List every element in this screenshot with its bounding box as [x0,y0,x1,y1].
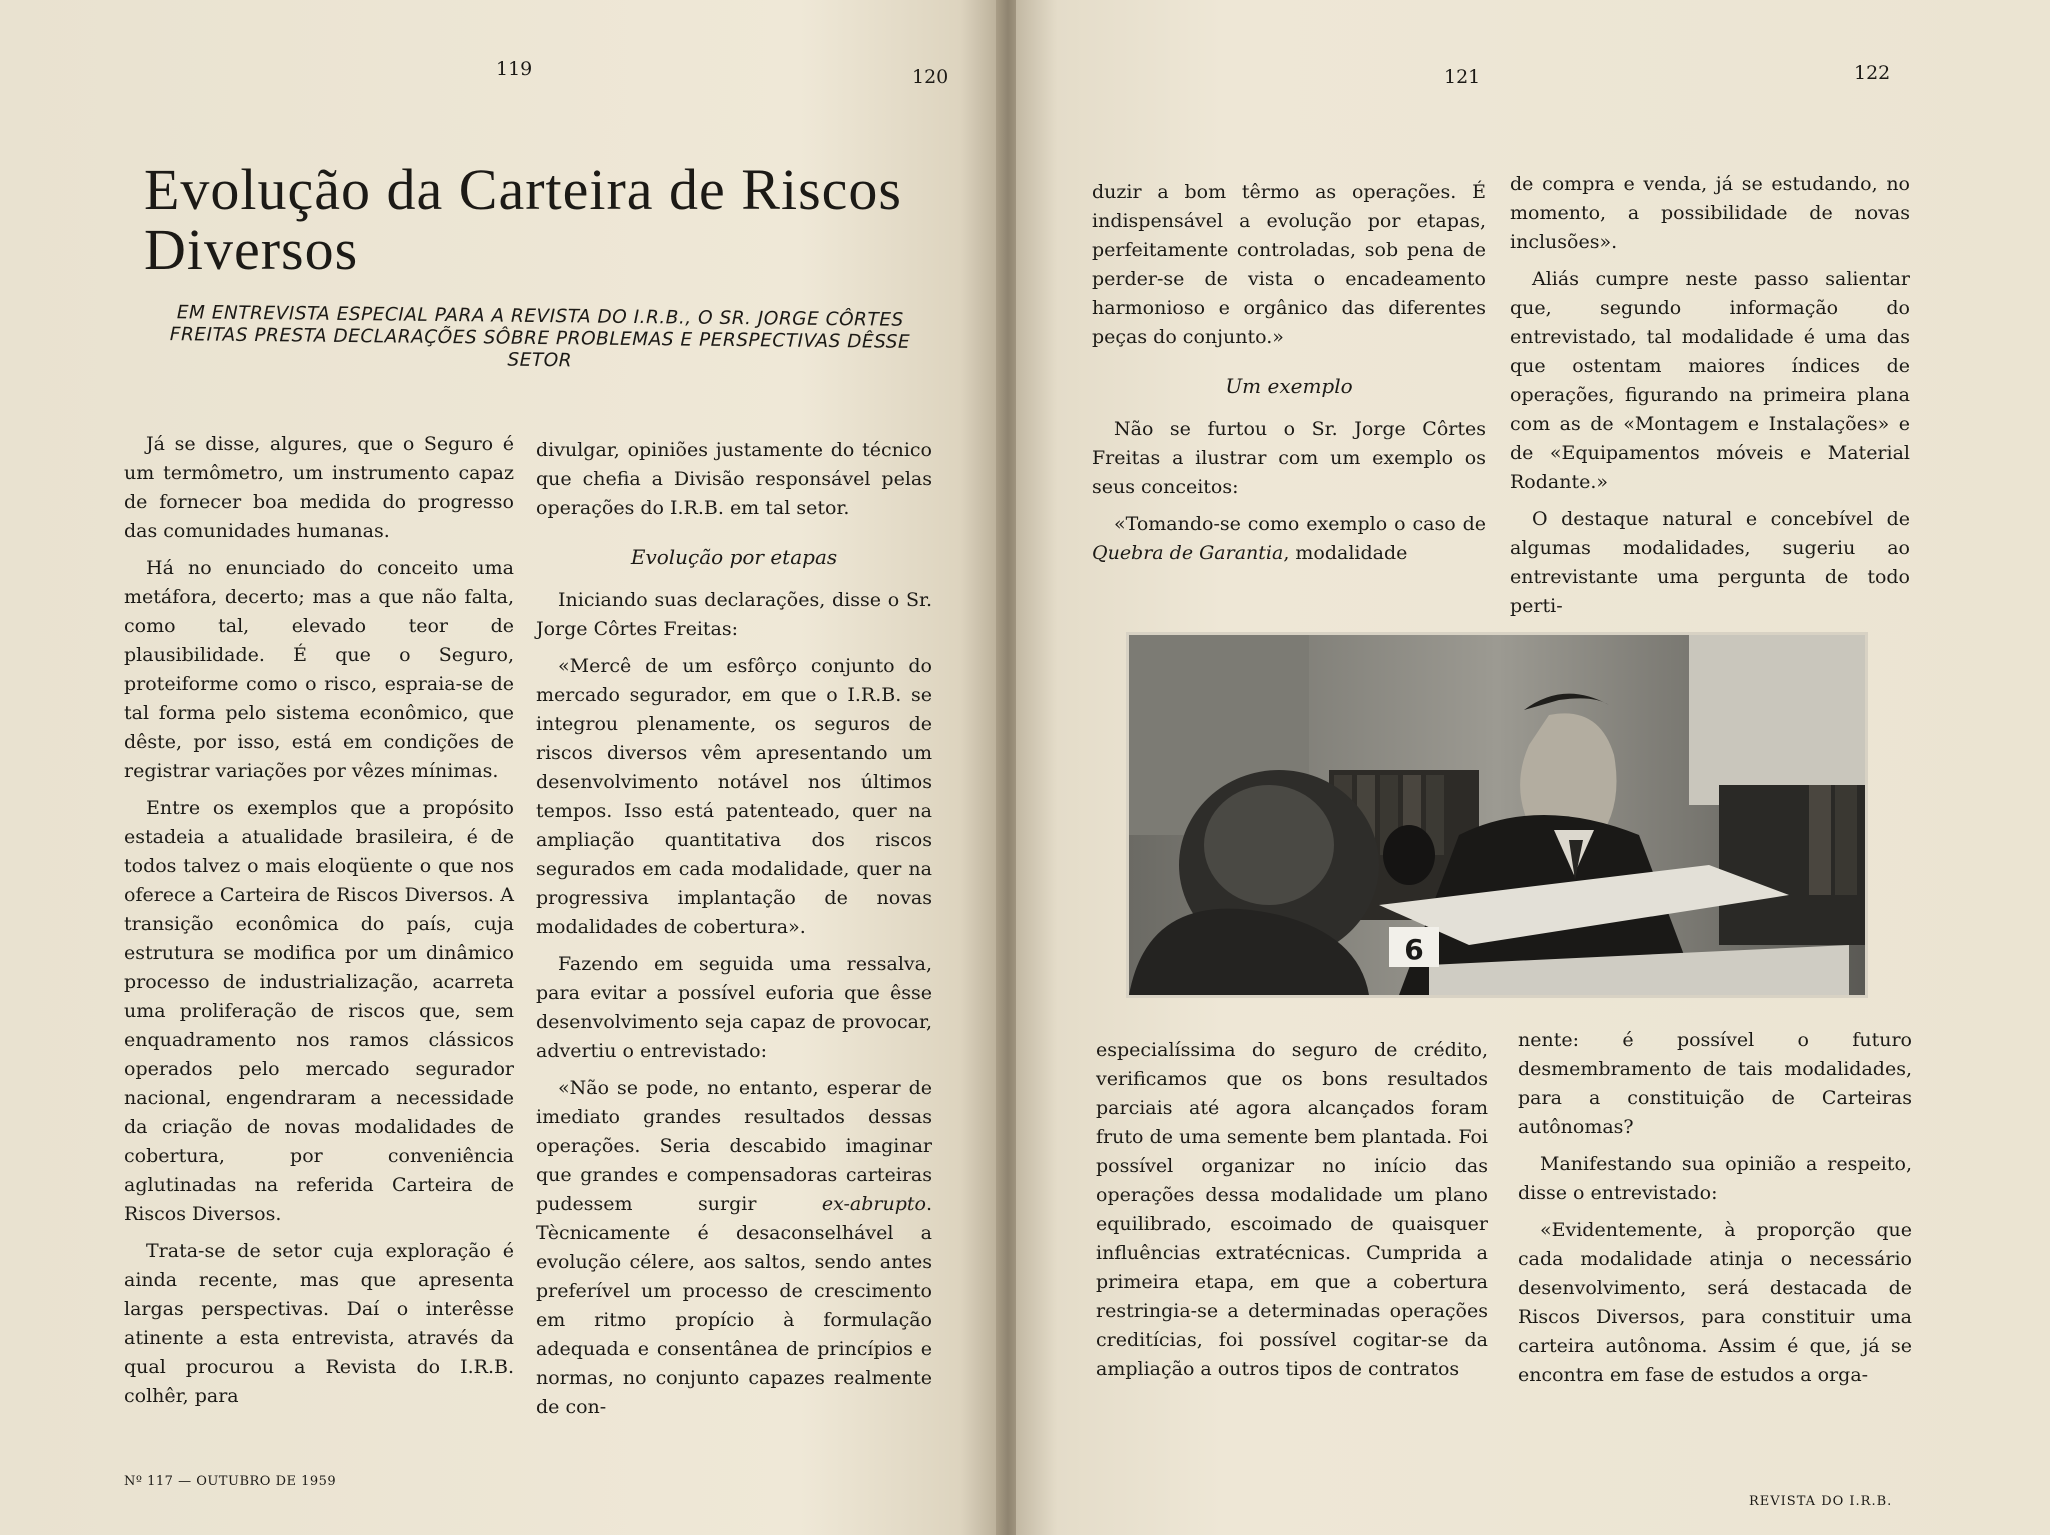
paragraph: Trata-se de setor cuja exploração é ainda recente, mas que apresenta largas perspectivas. Daí o interêsse atinente a esta entrevista, através da qual procurou a Revista do I.R.B. colhêr, para [124,1240,514,1407]
paragraph [1092,510,1486,568]
paragraph: O destaque natural e concebível de algumas modalidades, sugeriu ao entrevistante uma pergunta de todo perti- [1510,508,1910,617]
paragraph: Aliás cumpre neste passo salientar que, segundo informação do entrevistado, tal modalidade é uma das que ostentam maiores índices de operações, figurando na primeira plana com as de «Montagem e Instalações» e de «Equipamentos móveis e Material Rodante.» [1510,268,1910,493]
text-run: . Tècnicamente é desaconselhável a evolução célere, aos saltos, sendo antes preferível um processo de crescimento em ritmo propício à formulação adequada e consentânea de princípios e normas, no conjunto capazes realmente de con- [536,1193,932,1418]
column-4 [1510,170,1910,621]
paragraph: nente: é possível o futuro desmembramento de tais modalidades, para a constituição de Carteiras autônomas? [1518,1029,1912,1138]
paragraph: duzir a bom têrmo as operações. É indispensável a evolução por etapas, perfeitamente controladas, sob pena de perder-se de vista o encadeamento harmonioso e orgânico das diferentes peças do conjunto.» [1092,181,1486,348]
column-1 [124,430,514,1411]
paragraph: especialíssima do seguro de crédito, verificamos que os bons resultados parciais até agora alcançados foram fruto de uma semente bem plantada. Foi possível organizar no início das operações dessa modalidade um plano equilibrado, escoimado de quaisquer influências extratécnicas. Cumprida a primeira etapa, em que a cobertura restringia-se a determinadas operações creditícias, foi possível cogitar-se da ampliação a outros tipos de contratos [1096,1039,1488,1380]
column-3 [1092,178,1486,568]
column-6 [1518,1026,1912,1390]
paragraph: Fazendo em seguida uma ressalva, para evitar a possível euforia que êsse desenvolvimento seja capaz de provocar, advertiu o entrevistado: [536,953,932,1062]
page-number-119: 119 [496,58,533,80]
section-heading: Um exemplo [1225,374,1353,398]
telephone-shape [1383,825,1435,885]
text-run: «Tomando-se como exemplo o caso de [1114,513,1486,535]
paragraph: divulgar, opiniões justamente do técnico que chefia a Divisão responsável pelas operações do I.R.B. em tal setor. [536,439,932,519]
italic-run: Quebra de Garantia [1092,542,1284,564]
page-number-121: 121 [1444,66,1481,88]
desk-number: 6 [1404,933,1424,966]
footer-magazine: REVISTA DO I.R.B. [1749,1494,1893,1509]
interview-photo [1126,632,1868,998]
page-number-122: 122 [1854,62,1891,84]
paragraph: Há no enunciado do conceito uma metáfora, decerto; mas a que não falta, como tal, elevado teor de plausibilidade. É que o Seguro, proteiforme como o risco, espraia-se de tal forma pelo sistema econômico, que dêste, por isso, está em condições de registrar variações por vêzes mínimas. [124,557,514,782]
article-subtitle: EM ENTREVISTA ESPECIAL PARA A REVISTA DO I.R.B., O SR. JORGE CÔRTES FREITAS PRESTA DECLARAÇÕES SÔBRE PROBLEMAS E PERSPECTIVAS DÊSSE SETOR [169,302,911,372]
italic-run: ex-abrupto [821,1193,926,1215]
paragraph: Entre os exemplos que a propósito estadeia a atualidade brasileira, é de todos talvez o mais eloqüente o que nos oferece a Carteira de Riscos Diversos. A transição econômica do país, cuja estrutura se modifica por um dinâmico processo de industrialização, acarreta uma proliferação de riscos que, sem enquadramento nos ramos clássicos operados pelo mercado segurador nacional, engendraram a necessidade da criação de novas modalidades de cobertura, por conveniência aglutinadas na referida Carteira de Riscos Diversos. [124,797,514,1225]
section-heading: Evolução por etapas [630,545,838,569]
paragraph [536,1074,932,1422]
article-title: Evolução da Carteira de Riscos Diversos [144,157,902,282]
paragraph: Já se disse, algures, que o Seguro é um termômetro, um instrumento capaz de fornecer boa medida do progresso das comunidades humanas. [124,433,514,542]
page-number-120: 120 [912,66,949,88]
photo-illustration [1129,635,1865,995]
left-page [0,0,1000,1535]
paragraph: Manifestando sua opinião a respeito, disse o entrevistado: [1518,1153,1912,1204]
paragraph: «Evidentemente, à proporção que cada modalidade atinja o necessário desenvolvimento, será destacada de Riscos Diversos, para constituir uma carteira autônoma. Assim é que, já se encontra em fase de estudos a orga- [1518,1219,1912,1386]
column-5 [1096,1036,1488,1384]
paragraph: «Mercê de um esfôrço conjunto do mercado segurador, em que o I.R.B. se integrou plenamente, os seguros de riscos diversos vêm apresentando um desenvolvimento notável nos últimos tempos. Isso está patenteado, quer na ampliação quantitativa dos riscos segurados em cada modalidade, quer na progressiva implantação de novas modalidades de cobertura». [536,655,932,938]
paragraph: de compra e venda, já se estudando, no momento, a possibilidade de novas inclusões». [1510,173,1910,253]
text-run: «Não se pode, no entanto, esperar de imediato grandes resultados dessas operações. Seria descabido imaginar que grandes e compensadoras carteiras pudessem surgir [536,1077,932,1215]
paragraph: Não se furtou o Sr. Jorge Côrtes Freitas a ilustrar com um exemplo os seus conceitos: [1092,418,1486,498]
column-2 [536,436,932,1422]
paragraph: Iniciando suas declarações, disse o Sr. Jorge Côrtes Freitas: [536,589,932,640]
footer-issue: Nº 117 — OUTUBRO DE 1959 [124,1474,337,1489]
text-run: , modalidade [1283,542,1408,564]
